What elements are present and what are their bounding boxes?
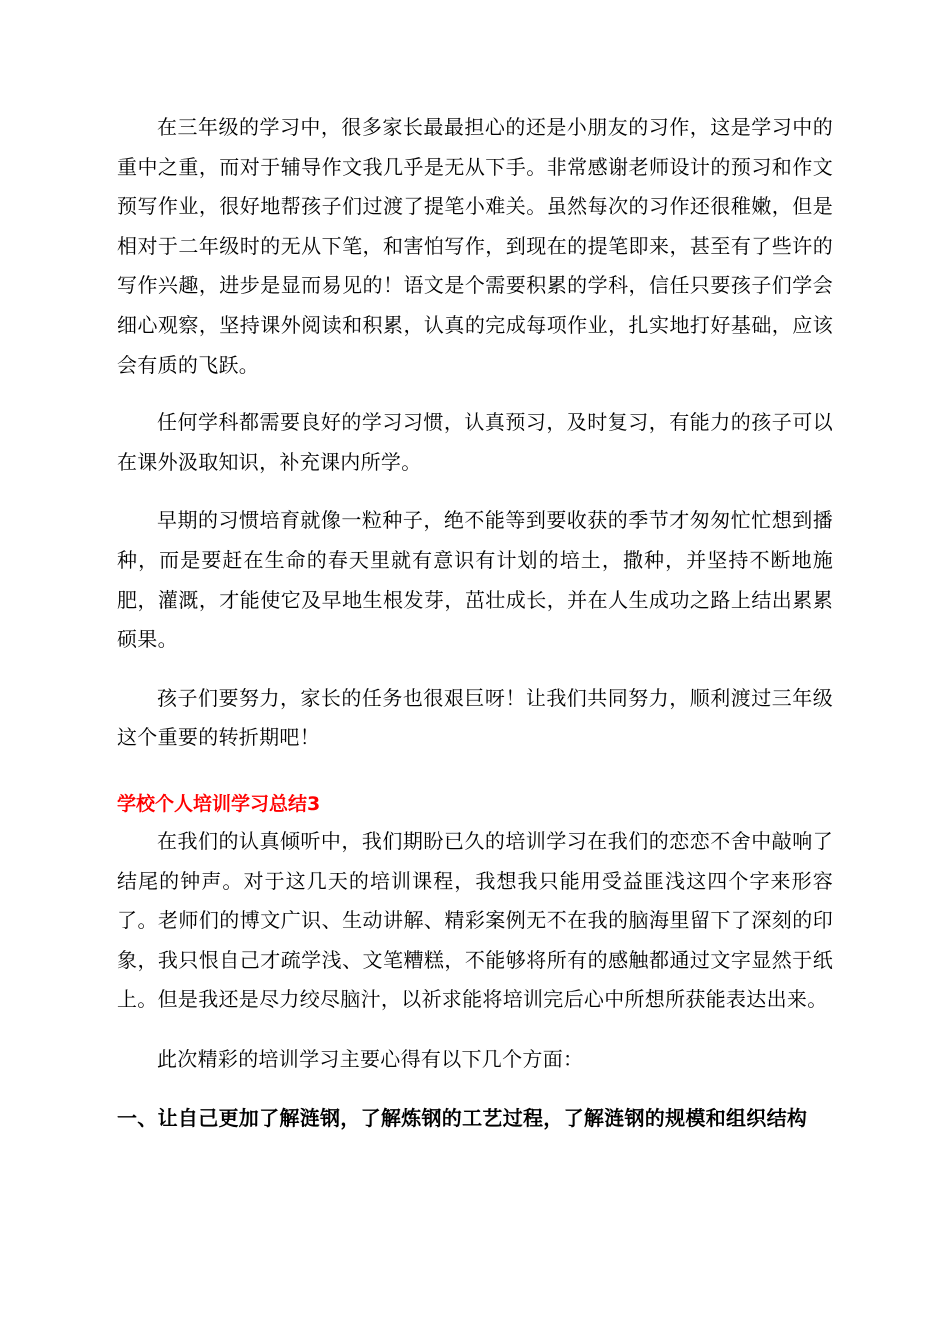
paragraph-training-intro: 在我们的认真倾听中，我们期盼已久的培训学习在我们的恋恋不舍中敲响了结尾的钟声。对于这几天的培训课程，我想我只能用受益匪浅这四个字来形容了。老师们的博文广识、生动讲解、精彩案例无不在我的脑海里留下了深刻的印象，我只恨自己才疏学浅、文笔糟糕，不能够将所有的感触都通过文字显然于纸上。但是我还是尽力绞尽脑汁，以祈求能将培训完后心中所想所获能表达出来。	[117, 828, 833, 1012]
paragraph-encouragement: 孩子们要努力，家长的任务也很艰巨呀！让我们共同努力，顺利渡过三年级这个重要的转折期吧！	[117, 685, 833, 750]
paragraph-training-lead: 此次精彩的培训学习主要心得有以下几个方面：	[157, 1046, 584, 1071]
paragraph-homework: 在三年级的学习中，很多家长最最担心的还是小朋友的习作，这是学习中的重中之重，而对于辅导作文我几乎是无从下手。非常感谢老师设计的预习和作文预写作业，很好地帮孩子们过渡了提笔小难关。虽然每次的习作还很稚嫩，但是相对于二年级时的无从下笔，和害怕写作，到现在的提笔即来，甚至有了些许的写作兴趣，进步是显而易见的！语文是个需要积累的学科，信任只要孩子们学会细心观察，坚持课外阅读和积累，认真的完成每项作业，扎实地打好基础，应该会有质的飞跃。	[117, 115, 833, 377]
section-title: 学校个人培训学习总结3	[117, 792, 321, 815]
document-page	[117, 108, 833, 1138]
heading-point-one: 一、让自己更加了解涟钢，了解炼钢的工艺过程，了解涟钢的规模和组织结构	[117, 1106, 808, 1131]
paragraph-early-habits: 早期的习惯培育就像一粒种子，绝不能等到要收获的季节才匆匆忙忙想到播种，而是要赶在生命的春天里就有意识有计划的培土，撒种，并坚持不断地施肥，灌溉，才能使它及早地生根发芽，茁壮成长，并在人生成功之路上结出累累硕果。	[117, 508, 833, 652]
paragraph-study-habits: 任何学科都需要良好的学习习惯，认真预习，及时复习，有能力的孩子可以在课外汲取知识，补充课内所学。	[117, 410, 833, 474]
